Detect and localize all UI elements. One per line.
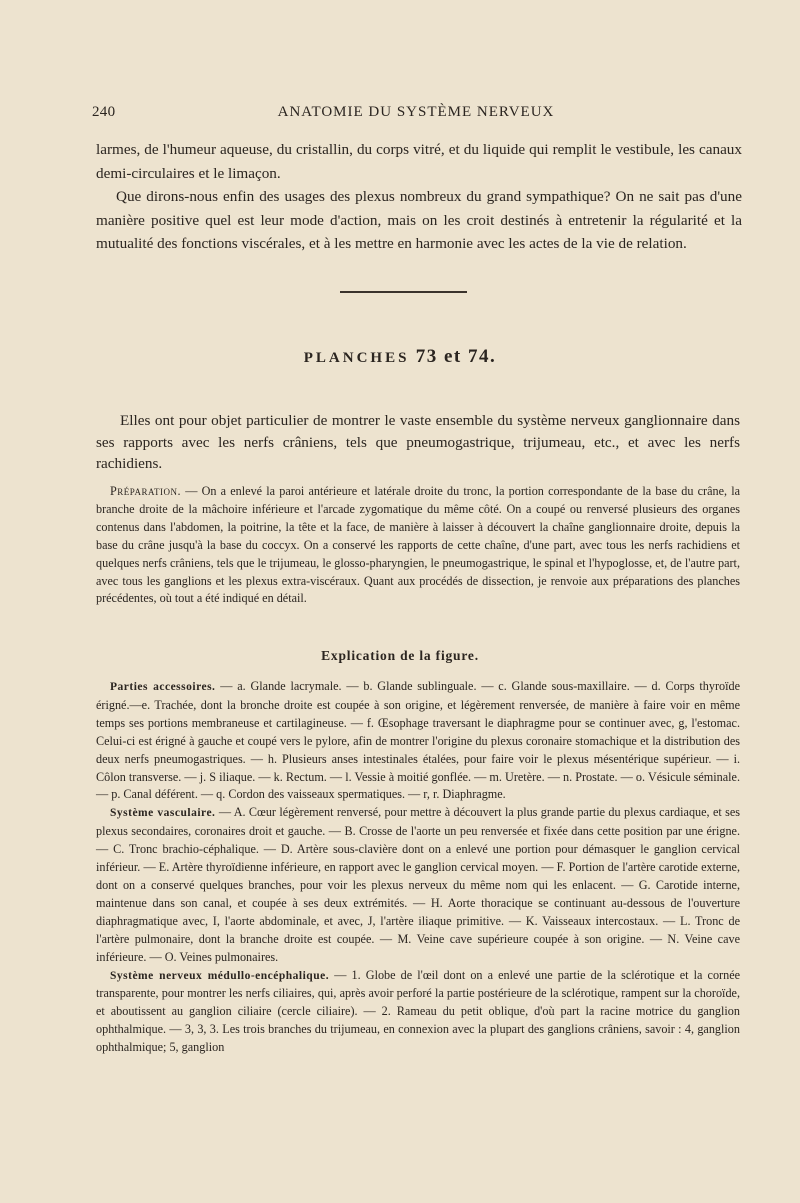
intro-text	[96, 138, 742, 256]
running-title: ANATOMIE DU SYSTÈME NERVEUX	[277, 104, 555, 120]
section-title-word: PLANCHES	[303, 350, 410, 366]
section-title-numbers: 73 et 74.	[415, 346, 497, 367]
section-title	[0, 346, 800, 368]
nervous-system-paragraph	[96, 967, 740, 1058]
preparation-text: — On a enlevé la paroi antérieure et latérale droite du tronc, la portion correspondante de la base du crâne, la branche droite de la mâchoire inférieure et l'arcade zygomatique du même côté. On a coupé ou renversé plusieurs des organes contenus dans l'abdomen, la poitrine, la tête et la face, de manière à laisser à découvert la chaîne ganglionnaire droite, depuis la base du crâne jusqu'à la base du coccyx. On a conservé les rapports de cette chaîne, d'une part, avec tous les nerfs rachidiens et quelques nerfs crâniens, tels que le trijumeau, le glosso-pharyngien, le pneumogastrique, le spinal et l'hypoglosse, et, de l'autre part, avec tous les ganglions et les plexus extra-viscéraux. Quant aux procédés de dissection, je renvoie aux préparations des planches précédentes, où tout a été indiqué en détail.	[96, 484, 741, 606]
accessory-parts-text: — a. Glande lacrymale. — b. Glande sublinguale. — c. Glande sous-maxillaire. — d. Corps thyroïde érigné.—e. Trachée, dont la bronche droite est coupée à son origine, et légèrement renversée, de manière à faire voir en même temps ses portions membraneuse et cartilagineuse. — f. Œsophage traversant le diaphragme pour se continuer avec, g, l'estomac. Celui-ci est érigné à gauche et coupé vers le pylore, afin de montrer l'origine du plexus coronaire stomachique et la distribution des deux nerfs pneumogastriques. — h. Plusieurs anses intestinales étalées, pour faire voir le plexus mésentérique supérieur. — i. Côlon transverse. — j. S iliaque. — k. Rectum. — l. Vessie à moitié gonflée. — m. Uretère. — n. Prostate. — o. Vésicule séminale. — p. Canal déférent. — q. Cordon des vaisseaux spermatiques. — r, r. Diaphragme.	[96, 679, 740, 802]
explanation-body	[96, 678, 740, 1057]
vascular-system-paragraph	[96, 804, 740, 966]
preparation-paragraph	[96, 483, 740, 608]
nervous-system-label: Système nerveux médullo-encéphalique.	[110, 969, 330, 982]
page-number: 240	[92, 104, 116, 120]
lead-text: Elles ont pour objet particulier de montrer le vaste ensemble du système nerveux ganglionnaire dans ses rapports avec les nerfs crâniens, tels que pneumogastrique, trijumeau, etc., et avec les nerfs rachidiens.	[96, 412, 740, 472]
lead-paragraph	[96, 410, 740, 475]
page-header	[92, 104, 740, 126]
accessory-parts-paragraph	[96, 678, 740, 804]
explanation-title: Explication de la figure.	[321, 648, 479, 663]
intro-paragraph-1: larmes, de l'humeur aqueuse, du cristallin, du corps vitré, et du liquide qui remplit le vestibule, les canaux demi-circulaires et le limaçon.	[96, 141, 742, 182]
accessory-parts-label: Parties accessoires.	[110, 681, 216, 693]
section-divider	[340, 291, 467, 293]
nervous-system-text: — 1. Globe de l'œil dont on a enlevé une partie de la sclérotique et la cornée transparente, pour montrer les nerfs ciliaires, qui, après avoir perforé la partie postérieure de la sclérotique, rampent sur la choroïde, et aboutissent au ganglion ciliaire (cercle ciliaire). — 2. Rameau du petit oblique, d'où part la racine motrice du ganglion ophthalmique. — 3, 3, 3. Les trois branches du trijumeau, en connexion avec la plupart des ganglions crâniens, savoir : 4, ganglion ophthalmique; 5, ganglion	[96, 967, 741, 1055]
vascular-system-text: — A. Cœur légèrement renversé, pour mettre à découvert la plus grande partie du plexus cardiaque, et ses plexus secondaires, coronaires droit et gauche. — B. Crosse de l'aorte un peu renversée et fixée dans cette position par une érigne. — C. Tronc brachio-céphalique. — D. Artère sous-clavière dont on a enlevé une portion pour démasquer le ganglion cervical inférieur. — E. Artère thyroïdienne inférieure, en rapport avec le ganglion cervical moyen. — F. Portion de l'artère carotide externe, dont on a conservé quelques branches, pour voir les plexus nerveux du même nom qui les enlacent. — G. Carotide interne, maintenue dans son canal, et coupée à ses deux extrémités. — H. Aorte thoracique se continuant au-dessous de l'ouverture diaphragmatique avec, I, l'aorte abdominale, et avec, J, l'artère iliaque primitive. — K. Vaisseaux intercostaux. — L. Tronc de l'artère pulmonaire, dont la branche droite est coupée. — M. Veine cave supérieure coupée à son origine. — N. Veine cave inférieure. — O. Veines pulmonaires.	[96, 805, 741, 964]
preparation-label: Préparation.	[110, 484, 182, 498]
intro-paragraph-2: Que dirons-nous enfin des usages des plexus nombreux du grand sympathique? On ne sait pas d'une manière positive quel est leur mode d'action, mais on les croit destinés à entretenir la régularité et la mutualité des fonctions viscérales, et à les mettre en harmonie avec les actes de la vie de relation.	[96, 188, 742, 252]
vascular-system-label: Système vasculaire.	[110, 807, 216, 820]
